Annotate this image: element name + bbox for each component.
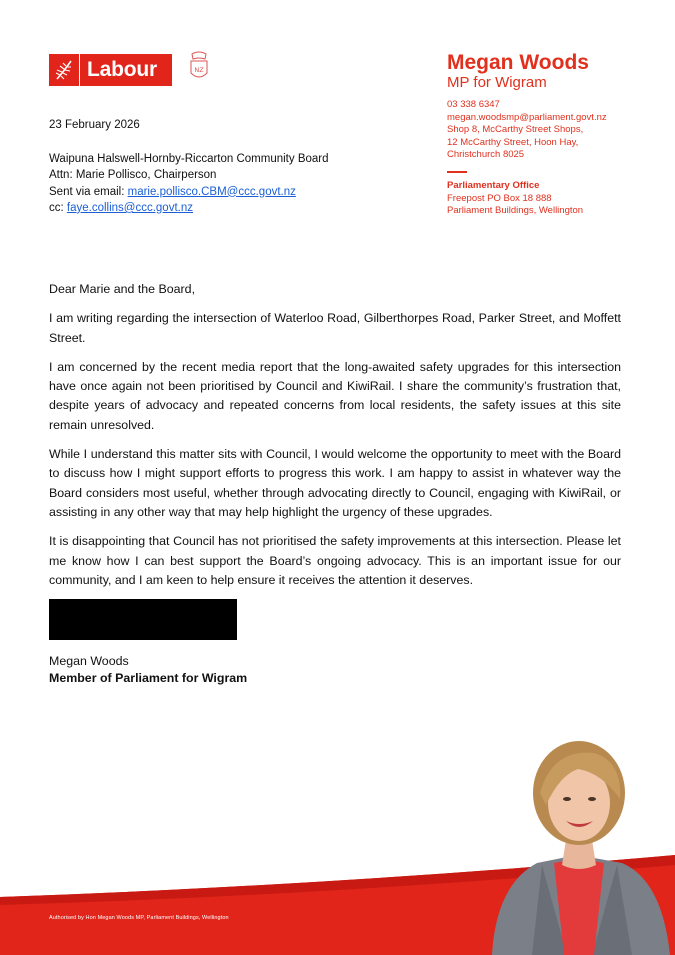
signer-role: Member of Parliament for Wigram [49,671,248,685]
recipient: Waipuna Halswell-Hornby-Riccarton Community Board [49,153,329,165]
body-paragraph: It is disappointing that Council has not prioritised the safety improvements at this intersection. Please let me know how I can best support the Board’s ongoing advocacy. This is an important issue for our community, and I am keen to help ensure it receives the attention it deserves. [49,534,621,587]
body-paragraph: I am concerned by the recent media report that the long-awaited safety upgrades for this intersection have once again not been prioritised by Council and KiwiRail. I share the community’s frustration that, despite years of advocacy and repeated concerns from local residents, the safety issues at this site remain unresolved. [49,359,621,432]
mp-phone: 03 338 6347 [447,99,500,110]
mp-contact-block [447,99,607,162]
office-heading: Parliamentary Office [447,180,540,191]
letter-date: 23 February 2026 [49,119,140,131]
sent-via-line [49,184,329,200]
parliamentary-office-block [447,180,583,218]
mp-title: MP for Wigram [447,74,547,91]
sent-via-label: Sent via email: [49,185,128,198]
signer-name: Megan Woods [49,654,129,668]
mp-name: Megan Woods [447,51,589,74]
office-line: Freepost PO Box 18 888 [447,192,552,204]
cc-email-link[interactable]: faye.collins@ccc.govt.nz [66,201,193,214]
body-paragraph: While I understand this matter sits with Council, I would welcome the opportunity to meet with the Board to discuss how I might support efforts to progress this work. I am happy to assist in whatever way the Board considers most useful, whether through advocating directly to Council, engaging with KiwiRail, or assisting in any other way that may help highlight the urgency of these upgrades. [49,447,621,519]
nz-crest-icon [186,50,212,86]
office-line: Parliament Buildings, Wellington [447,205,584,217]
mp-address-line: Shop 8, McCarthy Street Shops, [447,124,584,136]
authorisation-statement: Authorised by Hon Megan Woods MP, Parliament Buildings, Wellington [49,915,229,921]
recipient-email-link[interactable]: marie.pollisco.CBM@ccc.govt.nz [127,185,296,198]
addressee-block [49,151,329,216]
labour-wordmark: Labour [87,58,157,81]
salutation: Dear Marie and the Board, [49,282,196,296]
mp-email: megan.woodsmp@parliament.govt.nz [447,111,607,123]
attention-line: Attn: Marie Pollisco, Chairperson [49,169,217,182]
mp-address-line: Christchurch 8025 [447,149,525,161]
mp-address-line: 12 McCarthy Street, Hoon Hay, [447,136,579,148]
letter-body [49,280,621,629]
labour-logo [49,54,172,86]
cc-line [49,200,329,216]
mp-portrait [482,735,675,955]
cc-label: cc: [49,201,67,214]
body-paragraph: I am writing regarding the intersection of Waterloo Road, Gilberthorpes Road, Parker Street, and Moffett Street. [49,311,621,345]
redacted-signature [49,599,237,640]
svg-text:NZ: NZ [194,66,204,74]
fern-icon [49,54,79,86]
office-divider [447,171,467,173]
